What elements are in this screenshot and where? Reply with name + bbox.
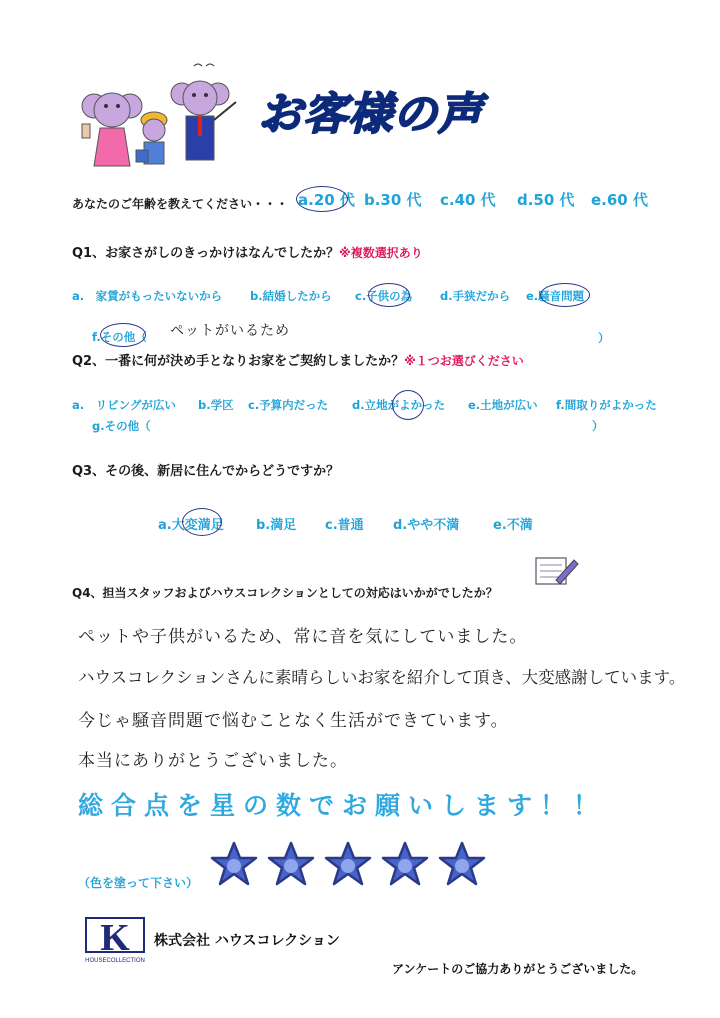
q4-question: Q4、担当スタッフおよびハウスコレクションとしての対応はいかがでしたか？ — [72, 586, 498, 600]
company-logo-text: HOUSECOLLECTION — [85, 958, 145, 964]
q1-note: ※複数選択あり — [339, 246, 423, 260]
q1-other-value: ペットがいるため — [170, 323, 290, 339]
q3-option-e: e.不満 — [493, 518, 533, 533]
age-option-e: e.60 代 — [591, 191, 648, 209]
q2-option-f: f.間取りがよかった — [556, 398, 657, 412]
q2-option-e: e.土地が広い — [468, 398, 538, 412]
q2-option-c: c.予算内だった — [248, 398, 329, 412]
q2-selected-circle-d — [392, 390, 424, 420]
q2-option-b: b.学区 — [198, 398, 234, 412]
rating-star-icon[interactable] — [381, 840, 429, 888]
thanks-message: アンケートのご協力ありがとうございました。 — [392, 962, 644, 976]
q1-option-d: d.手狭だから — [440, 289, 511, 303]
rating-title: 総合点を星の数でお願いします！！ — [78, 791, 607, 820]
notepad-pen-icon — [534, 554, 580, 588]
q4-answer-line-2: ハウスコレクションさんに素晴らしいお家を紹介して頂き、大変感謝しています。 — [78, 668, 686, 687]
mascot-illustration — [72, 58, 252, 178]
q3-option-b: b.満足 — [256, 518, 297, 533]
q2-note: ※１つお選びください — [404, 354, 524, 368]
age-option-d: d.50 代 — [517, 191, 575, 209]
age-selected-circle — [296, 186, 348, 212]
rating-star-icon[interactable] — [267, 840, 315, 888]
q1-selected-circle-f — [100, 323, 146, 347]
q1-selected-circle-e — [540, 283, 590, 307]
q2-other-label: g.その他（ — [92, 419, 151, 433]
page-title: お客様の声 — [258, 89, 483, 140]
q3-option-a: a.大変満足 — [158, 518, 224, 533]
q3-selected-circle-a — [182, 508, 222, 536]
child-mascot-icon — [136, 112, 167, 164]
rating-star-icon[interactable] — [438, 840, 486, 888]
q4-answer-line-3: 今じゃ騒音問題で悩むことなく生活ができています。 — [78, 711, 509, 731]
man-mascot-icon — [171, 64, 236, 160]
rating-instruction: （色を塗って下さい） — [78, 876, 199, 890]
rating-star-icon[interactable] — [324, 840, 372, 888]
q1-option-a: a. 家賃がもったいないから — [72, 289, 223, 303]
rating-star-icon[interactable] — [210, 840, 258, 888]
age-option-a: a.20 代 — [298, 191, 355, 209]
q4-answer-line-1: ペットや子供がいるため、常に音を気にしていました。 — [78, 627, 528, 647]
q1-other-label: f.その他（ — [92, 330, 147, 344]
q1-option-e: e.騒音問題 — [526, 289, 585, 303]
q2-question — [72, 350, 524, 369]
q2-question-text: Q2、一番に何が決め手となりお家をご契約しましたか？ — [72, 354, 405, 369]
q3-question: Q3、その後、新居に住んでからどうですか？ — [72, 464, 340, 479]
q3-option-d: d.やや不満 — [393, 518, 460, 533]
company-logo — [82, 914, 150, 966]
age-question: あなたのご年齢を教えてください・・・ — [72, 197, 289, 211]
q1-selected-circle-c — [368, 283, 410, 307]
girl-mascot-icon — [82, 93, 142, 166]
q1-option-b: b.結婚したから — [250, 289, 332, 303]
age-option-c: c.40 代 — [440, 191, 496, 209]
company-name: 株式会社 ハウスコレクション — [154, 933, 340, 949]
q2-option-a: a. リビングが広い — [72, 398, 176, 412]
q2-option-d: d.立地がよかった — [352, 398, 446, 412]
q4-answer-line-4: 本当にありがとうございました。 — [78, 751, 348, 771]
q1-option-c: c.子供の為 — [355, 289, 413, 303]
q1-question-text: Q1、お家さがしのきっかけはなんでしたか？ — [72, 246, 340, 261]
q3-option-c: c.普通 — [325, 518, 364, 533]
q1-other-close: ） — [598, 331, 610, 345]
q1-question — [72, 242, 423, 261]
q2-other-close: ） — [592, 419, 604, 433]
age-option-b: b.30 代 — [364, 191, 422, 209]
company-logo-letter: K — [100, 917, 130, 959]
